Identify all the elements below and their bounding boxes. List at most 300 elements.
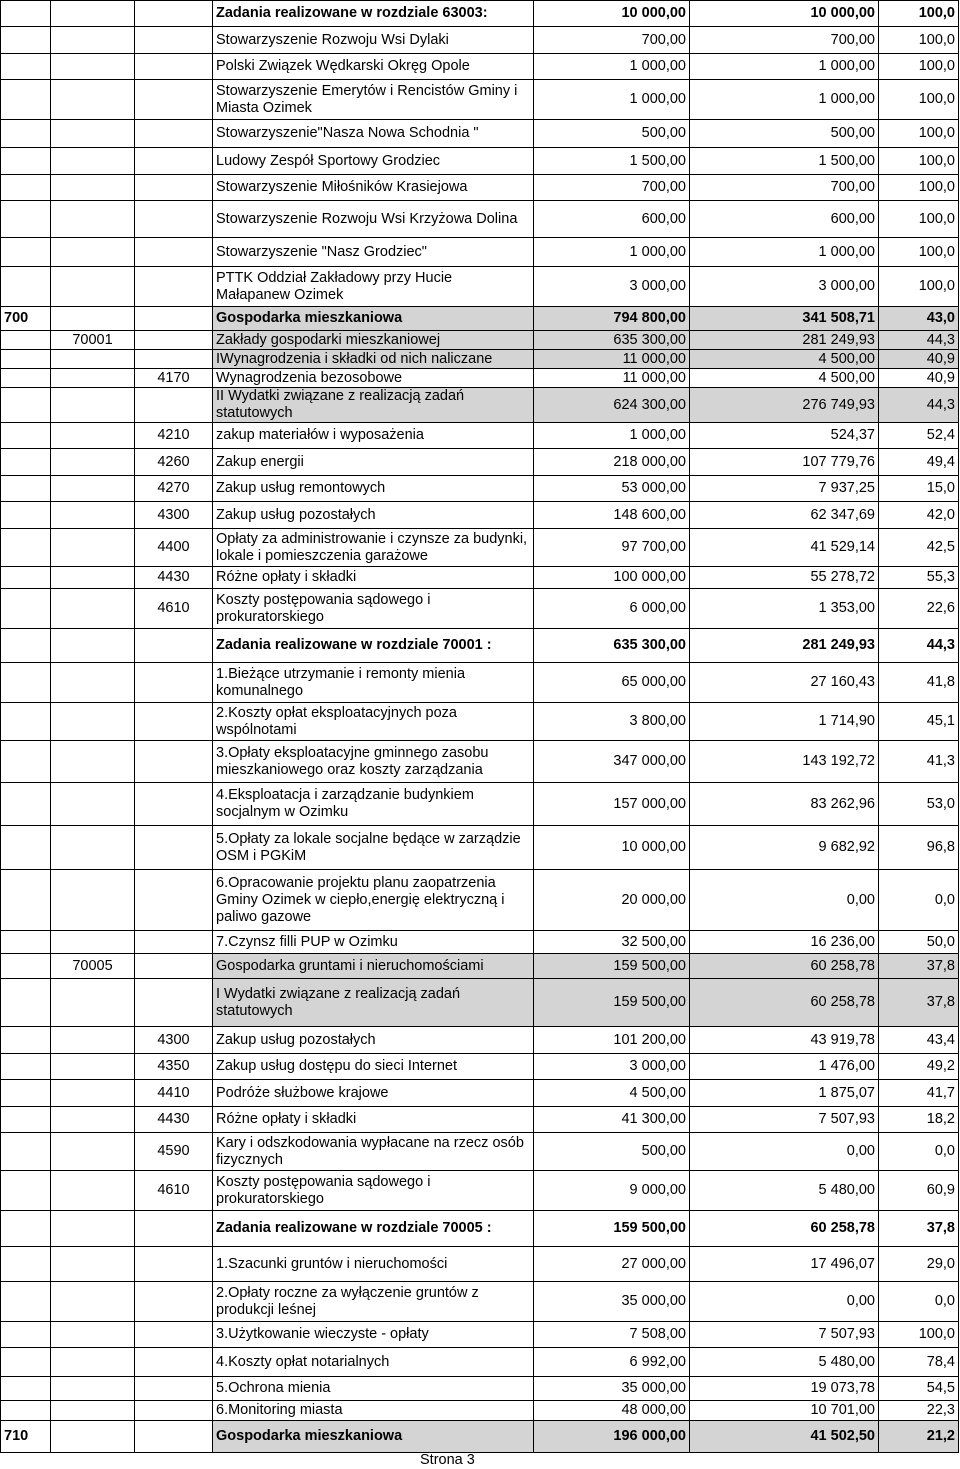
wykonanie-cell: 524,37 bbox=[690, 423, 879, 449]
wykonanie-cell: 27 160,43 bbox=[690, 663, 879, 703]
dzial-cell bbox=[1, 1171, 51, 1211]
dzial-cell bbox=[1, 175, 51, 201]
paragraf-cell bbox=[135, 979, 213, 1027]
name-cell: Koszty postępowania sądowego i prokuratorskiego bbox=[213, 1171, 534, 1211]
paragraf-cell bbox=[135, 175, 213, 201]
plan-cell: 1 000,00 bbox=[534, 54, 690, 80]
paragraf-cell bbox=[135, 1, 213, 27]
rozdzial-cell bbox=[51, 307, 135, 331]
table-row bbox=[1, 979, 959, 1027]
plan-cell: 159 500,00 bbox=[534, 979, 690, 1027]
rozdzial-cell bbox=[51, 1133, 135, 1171]
table-row bbox=[1, 238, 959, 267]
table-row bbox=[1, 1027, 959, 1054]
plan-cell: 635 300,00 bbox=[534, 629, 690, 663]
rozdzial-cell bbox=[51, 1348, 135, 1377]
table-row bbox=[1, 423, 959, 449]
name-cell: Gospodarka mieszkaniowa bbox=[213, 1421, 534, 1453]
plan-cell: 159 500,00 bbox=[534, 954, 690, 979]
table-row bbox=[1, 175, 959, 201]
name-cell: Stowarzyszenie Rozwoju Wsi Dylaki bbox=[213, 27, 534, 54]
percent-cell: 43,4 bbox=[879, 1027, 959, 1054]
table-row bbox=[1, 567, 959, 589]
plan-cell: 159 500,00 bbox=[534, 1211, 690, 1247]
dzial-cell bbox=[1, 350, 51, 369]
plan-cell: 4 500,00 bbox=[534, 1080, 690, 1107]
rozdzial-cell bbox=[51, 1171, 135, 1211]
percent-cell: 100,0 bbox=[879, 175, 959, 201]
percent-cell: 44,3 bbox=[879, 331, 959, 350]
percent-cell: 100,0 bbox=[879, 267, 959, 307]
dzial-cell bbox=[1, 80, 51, 120]
table-row bbox=[1, 201, 959, 238]
percent-cell: 54,5 bbox=[879, 1377, 959, 1401]
paragraf-cell bbox=[135, 703, 213, 741]
rozdzial-cell bbox=[51, 1, 135, 27]
dzial-cell bbox=[1, 1282, 51, 1322]
plan-cell: 97 700,00 bbox=[534, 529, 690, 567]
paragraf-cell: 4170 bbox=[135, 369, 213, 388]
paragraf-cell bbox=[135, 388, 213, 423]
wykonanie-cell: 60 258,78 bbox=[690, 979, 879, 1027]
rozdzial-cell bbox=[51, 80, 135, 120]
wykonanie-cell: 1 000,00 bbox=[690, 238, 879, 267]
paragraf-cell: 4300 bbox=[135, 502, 213, 529]
paragraf-cell bbox=[135, 120, 213, 148]
name-cell: 2.Opłaty roczne za wyłączenie gruntów z produkcji leśnej bbox=[213, 1282, 534, 1322]
wykonanie-cell: 1 875,07 bbox=[690, 1080, 879, 1107]
plan-cell: 32 500,00 bbox=[534, 931, 690, 954]
name-cell: Różne opłaty i składki bbox=[213, 1107, 534, 1133]
percent-cell: 44,3 bbox=[879, 629, 959, 663]
wykonanie-cell: 5 480,00 bbox=[690, 1171, 879, 1211]
dzial-cell bbox=[1, 529, 51, 567]
dzial-cell bbox=[1, 148, 51, 175]
percent-cell: 100,0 bbox=[879, 238, 959, 267]
rozdzial-cell bbox=[51, 741, 135, 783]
wykonanie-cell: 19 073,78 bbox=[690, 1377, 879, 1401]
wykonanie-cell: 341 508,71 bbox=[690, 307, 879, 331]
wykonanie-cell: 0,00 bbox=[690, 1133, 879, 1171]
dzial-cell bbox=[1, 502, 51, 529]
table-row bbox=[1, 1107, 959, 1133]
rozdzial-cell bbox=[51, 476, 135, 502]
rozdzial-cell bbox=[51, 1421, 135, 1453]
paragraf-cell: 4350 bbox=[135, 1054, 213, 1080]
plan-cell: 6 992,00 bbox=[534, 1348, 690, 1377]
percent-cell: 21,2 bbox=[879, 1421, 959, 1453]
plan-cell: 101 200,00 bbox=[534, 1027, 690, 1054]
name-cell: Stowarzyszenie Emerytów i Rencistów Gminy i Miasta Ozimek bbox=[213, 80, 534, 120]
rozdzial-cell bbox=[51, 148, 135, 175]
percent-cell: 78,4 bbox=[879, 1348, 959, 1377]
table-row bbox=[1, 870, 959, 931]
percent-cell: 41,8 bbox=[879, 663, 959, 703]
plan-cell: 218 000,00 bbox=[534, 449, 690, 476]
name-cell: Zakup usług dostępu do sieci Internet bbox=[213, 1054, 534, 1080]
percent-cell: 37,8 bbox=[879, 954, 959, 979]
wykonanie-cell: 0,00 bbox=[690, 1282, 879, 1322]
plan-cell: 6 000,00 bbox=[534, 589, 690, 629]
name-cell: Zadania realizowane w rozdziale 63003: bbox=[213, 1, 534, 27]
wykonanie-cell: 600,00 bbox=[690, 201, 879, 238]
table-row bbox=[1, 27, 959, 54]
plan-cell: 48 000,00 bbox=[534, 1401, 690, 1421]
percent-cell: 41,7 bbox=[879, 1080, 959, 1107]
wykonanie-cell: 4 500,00 bbox=[690, 369, 879, 388]
paragraf-cell bbox=[135, 267, 213, 307]
plan-cell: 53 000,00 bbox=[534, 476, 690, 502]
budget-table-body bbox=[1, 1, 959, 1453]
paragraf-cell: 4610 bbox=[135, 1171, 213, 1211]
name-cell: zakup materiałów i wyposażenia bbox=[213, 423, 534, 449]
dzial-cell bbox=[1, 979, 51, 1027]
wykonanie-cell: 276 749,93 bbox=[690, 388, 879, 423]
name-cell: PTTK Oddział Zakładowy przy Hucie Małapanew Ozimek bbox=[213, 267, 534, 307]
percent-cell: 42,0 bbox=[879, 502, 959, 529]
percent-cell: 45,1 bbox=[879, 703, 959, 741]
rozdzial-cell bbox=[51, 350, 135, 369]
rozdzial-cell: 70001 bbox=[51, 331, 135, 350]
wykonanie-cell: 55 278,72 bbox=[690, 567, 879, 589]
paragraf-cell bbox=[135, 954, 213, 979]
name-cell: Zakup usług pozostałych bbox=[213, 1027, 534, 1054]
table-row bbox=[1, 589, 959, 629]
wykonanie-cell: 41 502,50 bbox=[690, 1421, 879, 1453]
wykonanie-cell: 41 529,14 bbox=[690, 529, 879, 567]
dzial-cell bbox=[1, 449, 51, 476]
name-cell: 6.Opracowanie projektu planu zaopatrzenia Gminy Ozimek w ciepło,energię elektryczną i paliwo gazowe bbox=[213, 870, 534, 931]
paragraf-cell: 4260 bbox=[135, 449, 213, 476]
paragraf-cell bbox=[135, 1421, 213, 1453]
plan-cell: 624 300,00 bbox=[534, 388, 690, 423]
name-cell: 4.Koszty opłat notarialnych bbox=[213, 1348, 534, 1377]
dzial-cell bbox=[1, 238, 51, 267]
plan-cell: 65 000,00 bbox=[534, 663, 690, 703]
table-row bbox=[1, 1133, 959, 1171]
plan-cell: 635 300,00 bbox=[534, 331, 690, 350]
plan-cell: 11 000,00 bbox=[534, 350, 690, 369]
rozdzial-cell bbox=[51, 238, 135, 267]
table-row bbox=[1, 331, 959, 350]
paragraf-cell bbox=[135, 307, 213, 331]
name-cell: Stowarzyszenie Miłośników Krasiejowa bbox=[213, 175, 534, 201]
dzial-cell bbox=[1, 1211, 51, 1247]
plan-cell: 3 000,00 bbox=[534, 267, 690, 307]
percent-cell: 42,5 bbox=[879, 529, 959, 567]
table-row bbox=[1, 1322, 959, 1348]
name-cell: 5.Ochrona mienia bbox=[213, 1377, 534, 1401]
plan-cell: 35 000,00 bbox=[534, 1282, 690, 1322]
name-cell: Gospodarka gruntami i nieruchomościami bbox=[213, 954, 534, 979]
rozdzial-cell bbox=[51, 1401, 135, 1421]
paragraf-cell bbox=[135, 54, 213, 80]
percent-cell: 0,0 bbox=[879, 870, 959, 931]
paragraf-cell bbox=[135, 741, 213, 783]
table-row bbox=[1, 1080, 959, 1107]
paragraf-cell bbox=[135, 1322, 213, 1348]
rozdzial-cell bbox=[51, 826, 135, 870]
dzial-cell bbox=[1, 1401, 51, 1421]
plan-cell: 1 000,00 bbox=[534, 423, 690, 449]
rozdzial-cell bbox=[51, 870, 135, 931]
table-row bbox=[1, 449, 959, 476]
wykonanie-cell: 107 779,76 bbox=[690, 449, 879, 476]
dzial-cell bbox=[1, 826, 51, 870]
dzial-cell bbox=[1, 27, 51, 54]
percent-cell: 40,9 bbox=[879, 369, 959, 388]
dzial-cell bbox=[1, 1322, 51, 1348]
table-row bbox=[1, 120, 959, 148]
name-cell: Zakłady gospodarki mieszkaniowej bbox=[213, 331, 534, 350]
name-cell: Podróże służbowe krajowe bbox=[213, 1080, 534, 1107]
dzial-cell bbox=[1, 388, 51, 423]
table-row bbox=[1, 80, 959, 120]
name-cell: Wynagrodzenia bezosobowe bbox=[213, 369, 534, 388]
table-row bbox=[1, 1, 959, 27]
plan-cell: 1 000,00 bbox=[534, 80, 690, 120]
plan-cell: 1 000,00 bbox=[534, 238, 690, 267]
percent-cell: 100,0 bbox=[879, 80, 959, 120]
name-cell: Gospodarka mieszkaniowa bbox=[213, 307, 534, 331]
plan-cell: 700,00 bbox=[534, 175, 690, 201]
name-cell: Koszty postępowania sądowego i prokuratorskiego bbox=[213, 589, 534, 629]
name-cell: Zakup usług remontowych bbox=[213, 476, 534, 502]
dzial-cell bbox=[1, 629, 51, 663]
wykonanie-cell: 43 919,78 bbox=[690, 1027, 879, 1054]
paragraf-cell: 4610 bbox=[135, 589, 213, 629]
table-row bbox=[1, 741, 959, 783]
name-cell: 5.Opłaty za lokale socjalne będące w zarządzie OSM i PGKiM bbox=[213, 826, 534, 870]
name-cell: Opłaty za administrowanie i czynsze za budynki, lokale i pomieszczenia garażowe bbox=[213, 529, 534, 567]
rozdzial-cell bbox=[51, 1377, 135, 1401]
plan-cell: 100 000,00 bbox=[534, 567, 690, 589]
percent-cell: 50,0 bbox=[879, 931, 959, 954]
percent-cell: 100,0 bbox=[879, 54, 959, 80]
table-row bbox=[1, 502, 959, 529]
dzial-cell bbox=[1, 476, 51, 502]
percent-cell: 22,3 bbox=[879, 1401, 959, 1421]
wykonanie-cell: 0,00 bbox=[690, 870, 879, 931]
dzial-cell bbox=[1, 870, 51, 931]
dzial-cell bbox=[1, 1027, 51, 1054]
table-row bbox=[1, 267, 959, 307]
rozdzial-cell bbox=[51, 931, 135, 954]
table-row bbox=[1, 1421, 959, 1453]
rozdzial-cell bbox=[51, 267, 135, 307]
dzial-cell: 700 bbox=[1, 307, 51, 331]
name-cell: 6.Monitoring miasta bbox=[213, 1401, 534, 1421]
paragraf-cell bbox=[135, 1211, 213, 1247]
dzial-cell bbox=[1, 783, 51, 826]
name-cell: Ludowy Zespół Sportowy Grodziec bbox=[213, 148, 534, 175]
percent-cell: 49,4 bbox=[879, 449, 959, 476]
percent-cell: 22,6 bbox=[879, 589, 959, 629]
paragraf-cell: 4590 bbox=[135, 1133, 213, 1171]
wykonanie-cell: 1 353,00 bbox=[690, 589, 879, 629]
wykonanie-cell: 5 480,00 bbox=[690, 1348, 879, 1377]
percent-cell: 0,0 bbox=[879, 1133, 959, 1171]
percent-cell: 37,8 bbox=[879, 1211, 959, 1247]
plan-cell: 500,00 bbox=[534, 120, 690, 148]
table-row bbox=[1, 783, 959, 826]
table-row bbox=[1, 307, 959, 331]
percent-cell: 100,0 bbox=[879, 201, 959, 238]
name-cell: Kary i odszkodowania wypłacane na rzecz osób fizycznych bbox=[213, 1133, 534, 1171]
name-cell: Zadania realizowane w rozdziale 70005 : bbox=[213, 1211, 534, 1247]
table-row bbox=[1, 54, 959, 80]
wykonanie-cell: 60 258,78 bbox=[690, 954, 879, 979]
rozdzial-cell bbox=[51, 629, 135, 663]
rozdzial-cell bbox=[51, 1027, 135, 1054]
dzial-cell bbox=[1, 1247, 51, 1282]
plan-cell: 3 800,00 bbox=[534, 703, 690, 741]
plan-cell: 157 000,00 bbox=[534, 783, 690, 826]
rozdzial-cell bbox=[51, 388, 135, 423]
name-cell: 3.Użytkowanie wieczyste - opłaty bbox=[213, 1322, 534, 1348]
dzial-cell bbox=[1, 1377, 51, 1401]
rozdzial-cell bbox=[51, 589, 135, 629]
paragraf-cell bbox=[135, 663, 213, 703]
dzial-cell bbox=[1, 1348, 51, 1377]
rozdzial-cell bbox=[51, 502, 135, 529]
wykonanie-cell: 62 347,69 bbox=[690, 502, 879, 529]
wykonanie-cell: 4 500,00 bbox=[690, 350, 879, 369]
percent-cell: 96,8 bbox=[879, 826, 959, 870]
wykonanie-cell: 16 236,00 bbox=[690, 931, 879, 954]
wykonanie-cell: 1 000,00 bbox=[690, 80, 879, 120]
paragraf-cell bbox=[135, 1282, 213, 1322]
plan-cell: 20 000,00 bbox=[534, 870, 690, 931]
rozdzial-cell bbox=[51, 1107, 135, 1133]
wykonanie-cell: 7 507,93 bbox=[690, 1107, 879, 1133]
paragraf-cell: 4430 bbox=[135, 567, 213, 589]
plan-cell: 347 000,00 bbox=[534, 741, 690, 783]
paragraf-cell: 4300 bbox=[135, 1027, 213, 1054]
plan-cell: 27 000,00 bbox=[534, 1247, 690, 1282]
wykonanie-cell: 143 192,72 bbox=[690, 741, 879, 783]
plan-cell: 1 500,00 bbox=[534, 148, 690, 175]
dzial-cell bbox=[1, 703, 51, 741]
plan-cell: 794 800,00 bbox=[534, 307, 690, 331]
dzial-cell bbox=[1, 1, 51, 27]
percent-cell: 29,0 bbox=[879, 1247, 959, 1282]
dzial-cell: 710 bbox=[1, 1421, 51, 1453]
paragraf-cell bbox=[135, 1348, 213, 1377]
dzial-cell bbox=[1, 954, 51, 979]
paragraf-cell bbox=[135, 826, 213, 870]
plan-cell: 7 508,00 bbox=[534, 1322, 690, 1348]
wykonanie-cell: 700,00 bbox=[690, 175, 879, 201]
percent-cell: 44,3 bbox=[879, 388, 959, 423]
plan-cell: 196 000,00 bbox=[534, 1421, 690, 1453]
dzial-cell bbox=[1, 741, 51, 783]
table-row bbox=[1, 1171, 959, 1211]
wykonanie-cell: 60 258,78 bbox=[690, 1211, 879, 1247]
wykonanie-cell: 1 000,00 bbox=[690, 54, 879, 80]
rozdzial-cell: 70005 bbox=[51, 954, 135, 979]
paragraf-cell bbox=[135, 27, 213, 54]
name-cell: 1.Bieżące utrzymanie i remonty mienia komunalnego bbox=[213, 663, 534, 703]
plan-cell: 500,00 bbox=[534, 1133, 690, 1171]
name-cell: 7.Czynsz filli PUP w Ozimku bbox=[213, 931, 534, 954]
table-row bbox=[1, 1282, 959, 1322]
paragraf-cell bbox=[135, 331, 213, 350]
name-cell: 4.Eksploatacja i zarządzanie budynkiem socjalnym w Ozimku bbox=[213, 783, 534, 826]
percent-cell: 37,8 bbox=[879, 979, 959, 1027]
wykonanie-cell: 1 476,00 bbox=[690, 1054, 879, 1080]
plan-cell: 11 000,00 bbox=[534, 369, 690, 388]
paragraf-cell bbox=[135, 238, 213, 267]
name-cell: 1.Szacunki gruntów i nieruchomości bbox=[213, 1247, 534, 1282]
table-row bbox=[1, 703, 959, 741]
table-row bbox=[1, 388, 959, 423]
percent-cell: 41,3 bbox=[879, 741, 959, 783]
percent-cell: 0,0 bbox=[879, 1282, 959, 1322]
dzial-cell bbox=[1, 54, 51, 80]
rozdzial-cell bbox=[51, 449, 135, 476]
dzial-cell bbox=[1, 331, 51, 350]
table-row bbox=[1, 1348, 959, 1377]
table-row bbox=[1, 629, 959, 663]
rozdzial-cell bbox=[51, 663, 135, 703]
wykonanie-cell: 7 507,93 bbox=[690, 1322, 879, 1348]
percent-cell: 49,2 bbox=[879, 1054, 959, 1080]
paragraf-cell bbox=[135, 350, 213, 369]
wykonanie-cell: 500,00 bbox=[690, 120, 879, 148]
name-cell: Polski Związek Wędkarski Okręg Opole bbox=[213, 54, 534, 80]
paragraf-cell bbox=[135, 783, 213, 826]
rozdzial-cell bbox=[51, 979, 135, 1027]
percent-cell: 43,0 bbox=[879, 307, 959, 331]
dzial-cell bbox=[1, 120, 51, 148]
rozdzial-cell bbox=[51, 175, 135, 201]
table-row bbox=[1, 663, 959, 703]
table-row bbox=[1, 1377, 959, 1401]
wykonanie-cell: 17 496,07 bbox=[690, 1247, 879, 1282]
table-row bbox=[1, 529, 959, 567]
paragraf-cell bbox=[135, 1401, 213, 1421]
paragraf-cell: 4210 bbox=[135, 423, 213, 449]
wykonanie-cell: 83 262,96 bbox=[690, 783, 879, 826]
rozdzial-cell bbox=[51, 783, 135, 826]
rozdzial-cell bbox=[51, 703, 135, 741]
dzial-cell bbox=[1, 1080, 51, 1107]
rozdzial-cell bbox=[51, 529, 135, 567]
table-row bbox=[1, 1247, 959, 1282]
name-cell: II Wydatki związane z realizacją zadań statutowych bbox=[213, 388, 534, 423]
name-cell: Zakup energii bbox=[213, 449, 534, 476]
dzial-cell bbox=[1, 369, 51, 388]
name-cell: 3.Opłaty eksploatacyjne gminnego zasobu mieszkaniowego oraz koszty zarządzania bbox=[213, 741, 534, 783]
wykonanie-cell: 281 249,93 bbox=[690, 629, 879, 663]
name-cell: Stowarzyszenie"Nasza Nowa Schodnia " bbox=[213, 120, 534, 148]
paragraf-cell bbox=[135, 931, 213, 954]
rozdzial-cell bbox=[51, 27, 135, 54]
wykonanie-cell: 3 000,00 bbox=[690, 267, 879, 307]
name-cell: Stowarzyszenie "Nasz Grodziec" bbox=[213, 238, 534, 267]
paragraf-cell bbox=[135, 80, 213, 120]
table-row bbox=[1, 350, 959, 369]
rozdzial-cell bbox=[51, 1211, 135, 1247]
plan-cell: 3 000,00 bbox=[534, 1054, 690, 1080]
dzial-cell bbox=[1, 423, 51, 449]
plan-cell: 10 000,00 bbox=[534, 1, 690, 27]
percent-cell: 100,0 bbox=[879, 1322, 959, 1348]
paragraf-cell bbox=[135, 870, 213, 931]
table-row bbox=[1, 1211, 959, 1247]
percent-cell: 15,0 bbox=[879, 476, 959, 502]
